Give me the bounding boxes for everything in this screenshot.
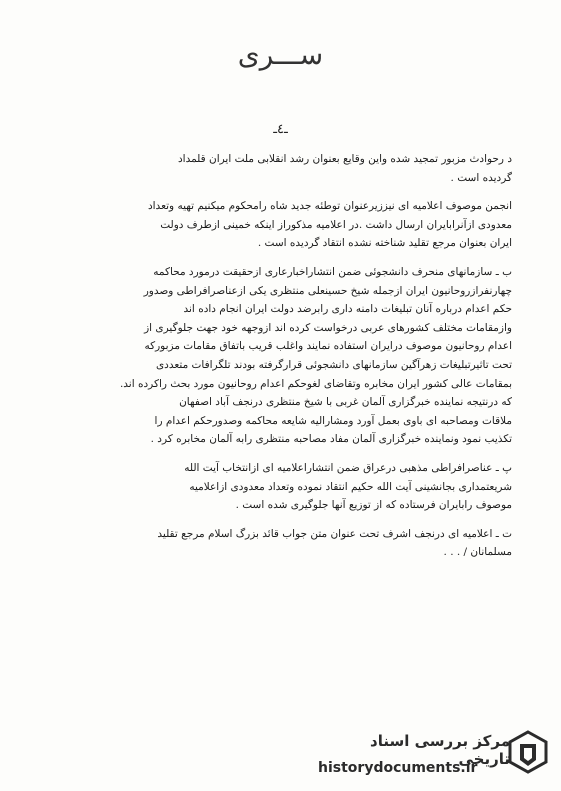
watermark-url: historydocuments.ir — [318, 760, 478, 776]
document-line: مسلمانان / . . . — [443, 546, 512, 559]
page-number: ـ٤ـ — [273, 122, 288, 137]
document-line: انجمن موصوف اعلامیه ای نیززیرعنوان توطئه جدید شاه رامحکوم میکنیم تهیه وتعداد — [147, 200, 512, 213]
document-line: شریعتمداری بجانشینی آیت الله حکیم انتقاد نموده وتعداد معدودی ازاعلامیه — [189, 480, 512, 493]
history-documents-logo-icon — [508, 730, 548, 774]
paragraph-gap — [62, 515, 512, 525]
document-line: د رحوادث مزبور تمجید شده واین وقایع بعنوان رشد انقلابی ملت ایران قلمداد — [177, 153, 512, 165]
document-line: پ ـ عناصرافراطی مذهبی درعراق ضمن انتشاراعلامیه ای ازانتخاب آیت الله — [184, 461, 512, 474]
document-line: معدودی ازآنرابایران ارسال داشت .در اعلامیه مذکوراز اینکه خمینی ازطرف دولت — [160, 218, 512, 231]
paragraph-gap — [62, 253, 512, 263]
document-line: وازمقامات مختلف کشورهای عربی درخواست کرده اند ازوجهه خود جهت جلوگیری از — [144, 321, 512, 334]
document-line: گردیده است . — [450, 171, 512, 184]
document-line: ایران بعنوان مرجع تقلید شناخته نشده انتقاد گردیده است . — [257, 237, 512, 250]
document-line: چهارنفرازروحانیون ایران ازجمله شیخ حسینعلی منتظری یکی ازعناصرافراطی وصدور — [143, 284, 512, 297]
document-line: ت ـ اعلامیه ای درنجف اشرف تحت عنوان متن جواب قائد بزرگ اسلام مرجع تقلید — [157, 527, 512, 540]
archive-watermark — [300, 726, 550, 786]
paragraph-gap — [62, 449, 512, 459]
watermark-name: مرکز بررسی اسناد تاریخی — [370, 732, 510, 768]
document-line: تحت تاثیرتبلیغات زهرآگین سازمانهای دانشجوئی قرارگرفته بودند تلگرافات متعددی — [155, 358, 512, 371]
document-line: اعدام روحانیون موصوف درایران استفاده نمایند واغلب قریب باتفاق مقامات مزبورکه — [144, 340, 512, 353]
document-body — [62, 150, 512, 562]
document-line: ب ـ سازمانهای منحرف دانشجوئی ضمن انتشاراخبارعاری ازحقیقت درمورد محاکمه — [153, 265, 512, 278]
classification-header: ســـری — [237, 38, 324, 71]
paragraph-gap — [62, 187, 512, 197]
document-line: که درنتیجه نماینده خبرگزاری آلمان غربی با شیخ منتظری درنجف آباد اصفهان — [179, 396, 512, 409]
document-line: حکم اعدام درباره آنان تبلیغات دامنه داری رابرضد دولت ایران انجام داده اند — [183, 303, 512, 316]
document-line: بمقامات عالی کشور ایران مخابره وتقاضای لغوحکم اعدام روحانیون مورد بحث راکرده اند. — [119, 377, 512, 390]
document-line: ملاقات ومصاحبه ای باوی بعمل آورد ومشارالیه شایعه محاکمه وصدورحکم اعدام را — [154, 414, 512, 427]
document-line: موصوف رابایران فرستاده که از توزیع آنها جلوگیری شده است . — [235, 499, 512, 512]
document-line: تکذیب نمود ونماینده خبرگزاری آلمان مفاد مصاحبه منتظری رابه آلمان مخابره کرد . — [150, 433, 512, 446]
